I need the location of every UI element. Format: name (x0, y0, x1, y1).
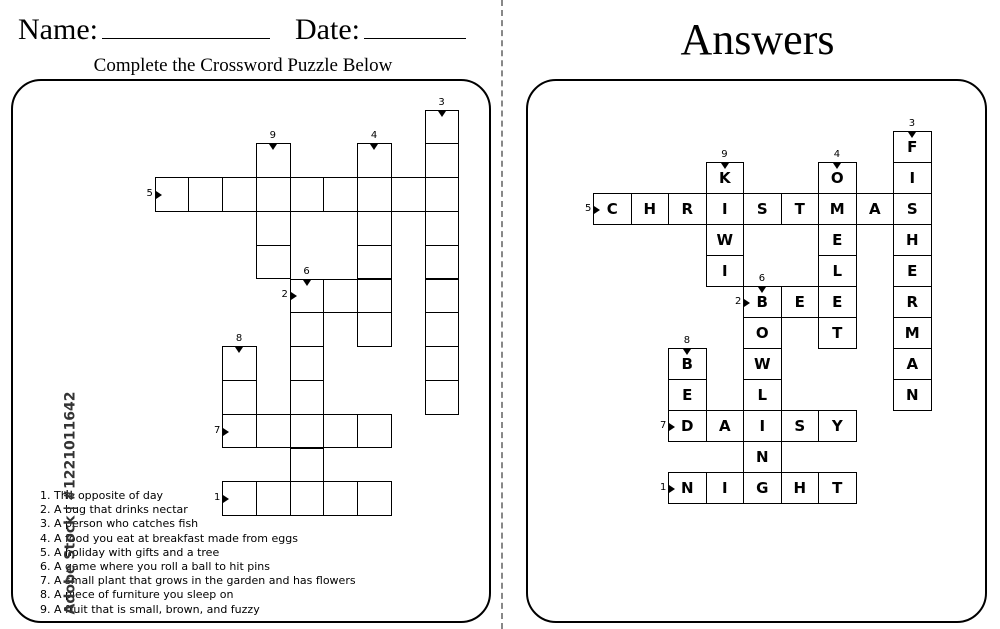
puzzle-cell[interactable] (290, 414, 325, 449)
answer-cell: T (818, 472, 857, 504)
answer-cell: E (668, 379, 707, 411)
arrow-down-icon (438, 111, 446, 117)
answer-cell: C (593, 193, 632, 225)
name-label: Name: (18, 13, 98, 46)
arrow-right-icon (291, 292, 297, 300)
puzzle-cell[interactable] (357, 414, 392, 449)
answer-cell: A (893, 348, 932, 380)
puzzle-cell[interactable] (357, 211, 392, 246)
puzzle-cell[interactable] (357, 279, 392, 314)
puzzle-clue-number: 1 (214, 492, 221, 504)
answer-cell: G (743, 472, 782, 504)
date-field (295, 12, 466, 48)
puzzle-cell[interactable] (290, 177, 325, 212)
name-field (18, 12, 270, 48)
answer-clue-number: 9 (721, 149, 728, 160)
puzzle-cell[interactable] (290, 346, 325, 381)
puzzle-cell[interactable] (357, 312, 392, 347)
answer-cell: O (818, 162, 857, 194)
puzzle-cell[interactable] (425, 346, 460, 381)
answer-cell: R (668, 193, 707, 225)
answer-clue-number: 2 (735, 295, 742, 307)
answer-cell: N (893, 379, 932, 411)
puzzle-cell[interactable] (290, 448, 325, 483)
answer-clue-number: 4 (833, 149, 841, 160)
answer-cell: I (706, 193, 745, 225)
puzzle-cell[interactable] (425, 279, 460, 314)
arrow-down-icon (758, 287, 766, 293)
answer-cell: H (781, 472, 820, 504)
arrow-right-icon (669, 485, 675, 493)
answer-cell: E (818, 224, 857, 256)
answer-cell: D (668, 410, 707, 442)
puzzle-clue-number: 7 (214, 424, 221, 436)
puzzle-cell[interactable] (256, 245, 291, 280)
clue-item: 3. A person who catches fish (40, 517, 199, 531)
answer-cell: T (781, 193, 820, 225)
puzzle-clue-number: 9 (269, 130, 276, 142)
puzzle-cell[interactable] (256, 177, 291, 212)
answer-cell: H (631, 193, 670, 225)
answer-cell: S (893, 193, 932, 225)
puzzle-clue-number: 5 (146, 188, 153, 199)
arrow-right-icon (669, 423, 675, 431)
answer-cell: E (893, 255, 932, 287)
arrow-down-icon (235, 347, 243, 353)
puzzle-cell[interactable] (357, 177, 392, 212)
date-blank-line[interactable] (364, 38, 466, 39)
clue-item: 1. The opposite of day (40, 489, 164, 502)
arrow-right-icon (223, 428, 229, 436)
puzzle-cell[interactable] (425, 380, 460, 415)
puzzle-cell[interactable] (425, 177, 460, 212)
answer-cell: Y (818, 410, 857, 442)
answer-cell: H (893, 224, 932, 256)
page-divider (501, 0, 503, 629)
clue-item: 2. A bug that drinks nectar (40, 503, 188, 517)
answer-clue-number: 5 (585, 202, 592, 214)
answer-cell: M (818, 193, 857, 225)
answer-cell: F (893, 131, 932, 163)
date-label: Date: (295, 13, 360, 46)
answer-cell: N (743, 441, 782, 473)
arrow-down-icon (303, 280, 311, 286)
puzzle-cell[interactable] (425, 211, 460, 246)
answer-cell: K (706, 162, 745, 194)
stock-watermark-text: Adobe Stock | #1221011642 (62, 391, 79, 615)
puzzle-cell[interactable] (425, 143, 460, 178)
answer-cell: L (818, 255, 857, 287)
answer-cell: B (668, 348, 707, 380)
puzzle-cell[interactable] (323, 414, 358, 449)
clue-item: 7. A small plant that grows in the garden and has flowers (40, 574, 356, 588)
arrow-down-icon (683, 349, 691, 355)
answer-clue-number: 7 (660, 419, 667, 431)
answer-cell: I (706, 472, 745, 504)
arrow-right-icon (744, 299, 750, 307)
puzzle-cell[interactable] (256, 414, 291, 449)
clue-item: 9. A fruit that is small, brown, and fuzzy (40, 602, 260, 616)
arrow-down-icon (833, 163, 841, 169)
puzzle-cell[interactable] (290, 380, 325, 415)
answer-cell: R (893, 286, 932, 318)
answer-cell: E (781, 286, 820, 318)
name-blank-line[interactable] (102, 38, 270, 39)
answer-clue-number: 8 (683, 335, 691, 346)
answer-cell: B (743, 286, 782, 318)
answer-clue-number: 1 (660, 481, 667, 493)
answer-cell: W (706, 224, 745, 256)
puzzle-cell[interactable] (188, 177, 223, 212)
puzzle-cell[interactable] (222, 380, 257, 415)
puzzle-clue-number: 6 (303, 265, 310, 277)
puzzle-clue-number: 3 (438, 96, 445, 108)
answer-cell: S (743, 193, 782, 225)
arrow-down-icon (269, 144, 277, 150)
instructions-subtitle: Complete the Crossword Puzzle Below (93, 55, 393, 76)
answer-cell: A (706, 410, 745, 442)
puzzle-cell[interactable] (290, 312, 325, 347)
puzzle-cell[interactable] (425, 245, 460, 280)
answer-cell: W (743, 348, 782, 380)
puzzle-clue-number: 2 (281, 289, 288, 301)
clue-item: 5. A holiday with gifts and a tree (40, 545, 220, 559)
answer-cell: L (743, 379, 782, 411)
arrow-right-icon (594, 206, 600, 214)
puzzle-cell[interactable] (222, 177, 257, 212)
arrow-right-icon (156, 191, 162, 199)
answer-cell: S (781, 410, 820, 442)
puzzle-cell[interactable] (357, 245, 392, 280)
puzzle-cell[interactable] (256, 211, 291, 246)
answer-cell: T (818, 317, 857, 349)
puzzle-cell[interactable] (391, 177, 426, 212)
puzzle-clue-number: 8 (235, 333, 243, 345)
puzzle-clue-number: 4 (370, 130, 378, 142)
answer-cell: I (743, 410, 782, 442)
arrow-down-icon (370, 144, 378, 150)
clue-item: 4. A food you eat at breakfast made from eggs (40, 531, 298, 545)
arrow-down-icon (721, 163, 729, 169)
answer-clue-number: 6 (758, 273, 766, 284)
answer-cell: I (893, 162, 932, 194)
clue-list (40, 489, 356, 617)
clue-item: 6. A game where you roll a ball to hit pins (40, 560, 271, 574)
answer-cell: I (706, 255, 745, 287)
answers-title: Answers (680, 15, 835, 64)
answer-cell: E (818, 286, 857, 318)
answer-cell: O (743, 317, 782, 349)
puzzle-cell[interactable] (323, 279, 358, 314)
arrow-down-icon (908, 132, 916, 138)
clue-item: 8. A piece of furniture you sleep on (40, 588, 234, 602)
puzzle-cell[interactable] (357, 481, 392, 516)
puzzle-cell[interactable] (425, 312, 460, 347)
answer-cell: N (668, 472, 707, 504)
puzzle-cell[interactable] (323, 177, 358, 212)
answer-cell: A (856, 193, 895, 225)
answer-cell: M (893, 317, 932, 349)
answer-clue-number: 3 (908, 118, 916, 129)
